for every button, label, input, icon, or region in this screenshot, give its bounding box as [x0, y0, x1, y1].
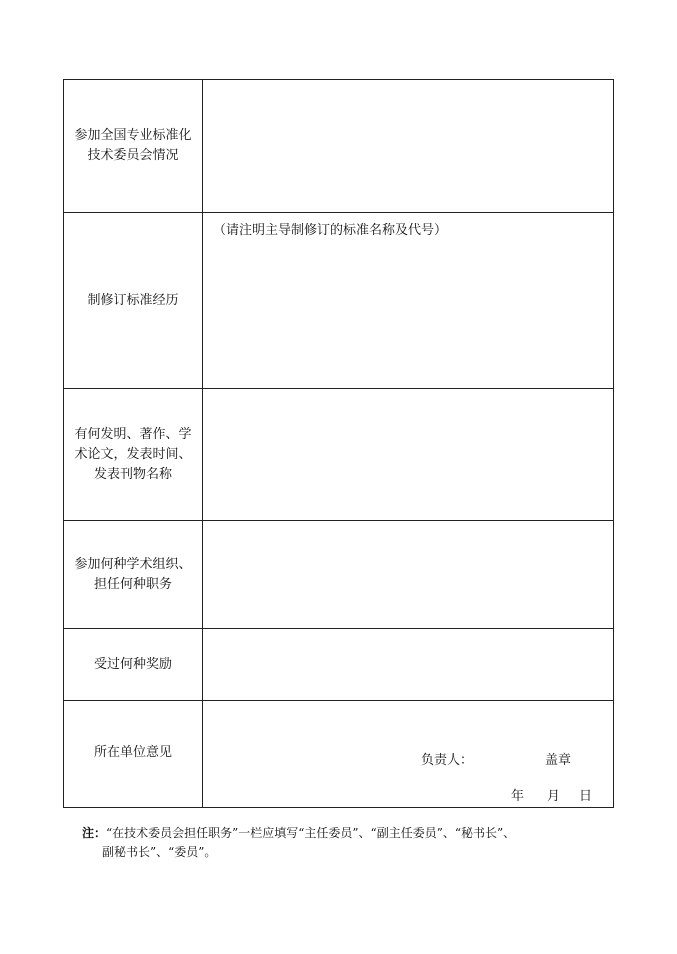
row-label: 制修订标准经历	[87, 292, 179, 308]
form-row-organizations	[64, 521, 614, 629]
row-label: 参加何种学术组织、 担任何种职务	[74, 556, 192, 592]
application-form-table	[63, 79, 614, 808]
day-label: 日	[579, 789, 593, 804]
employer-opinion-field[interactable]	[203, 701, 614, 808]
form-row-awards	[64, 629, 614, 701]
row-label: 参加全国专业标准化 技术委员会情况	[74, 128, 192, 163]
standards-hint: （请注明主导制修订的标准名称及代号）	[213, 223, 448, 238]
footnote	[82, 824, 602, 862]
row-label-cell	[64, 80, 203, 213]
footnote-line-2: 副秘书长”、“委员”。	[102, 845, 217, 859]
organizations-field[interactable]	[203, 521, 614, 629]
row-label-cell	[64, 701, 203, 808]
row-label: 有何发明、著作、学 术论文，发表时间、 发表刊物名称	[74, 426, 192, 482]
row-label-cell	[64, 629, 203, 701]
row-label-cell	[64, 389, 203, 521]
year-label: 年	[511, 789, 525, 804]
footnote-prefix: 注：	[82, 826, 107, 840]
seal-label: 盖章	[545, 753, 572, 768]
publications-field[interactable]	[203, 389, 614, 521]
form-row-standards	[64, 213, 614, 389]
committee-field[interactable]	[203, 80, 614, 213]
form-row-employer-opinion	[64, 701, 614, 808]
row-label-cell	[64, 213, 203, 389]
row-label-cell	[64, 521, 203, 629]
footnote-line-1: “在技术委员会担任职务”一栏应填写“主任委员”、“副主任委员”、“秘书长”、	[106, 826, 516, 840]
awards-field[interactable]	[203, 629, 614, 701]
row-label: 所在单位意见	[93, 745, 172, 760]
person-in-charge-label: 负责人：	[421, 753, 474, 768]
row-label: 受过何种奖励	[93, 656, 172, 672]
month-label: 月	[547, 789, 561, 804]
form-row-committee	[64, 80, 614, 213]
form-row-publications	[64, 389, 614, 521]
standards-field[interactable]	[203, 213, 614, 389]
